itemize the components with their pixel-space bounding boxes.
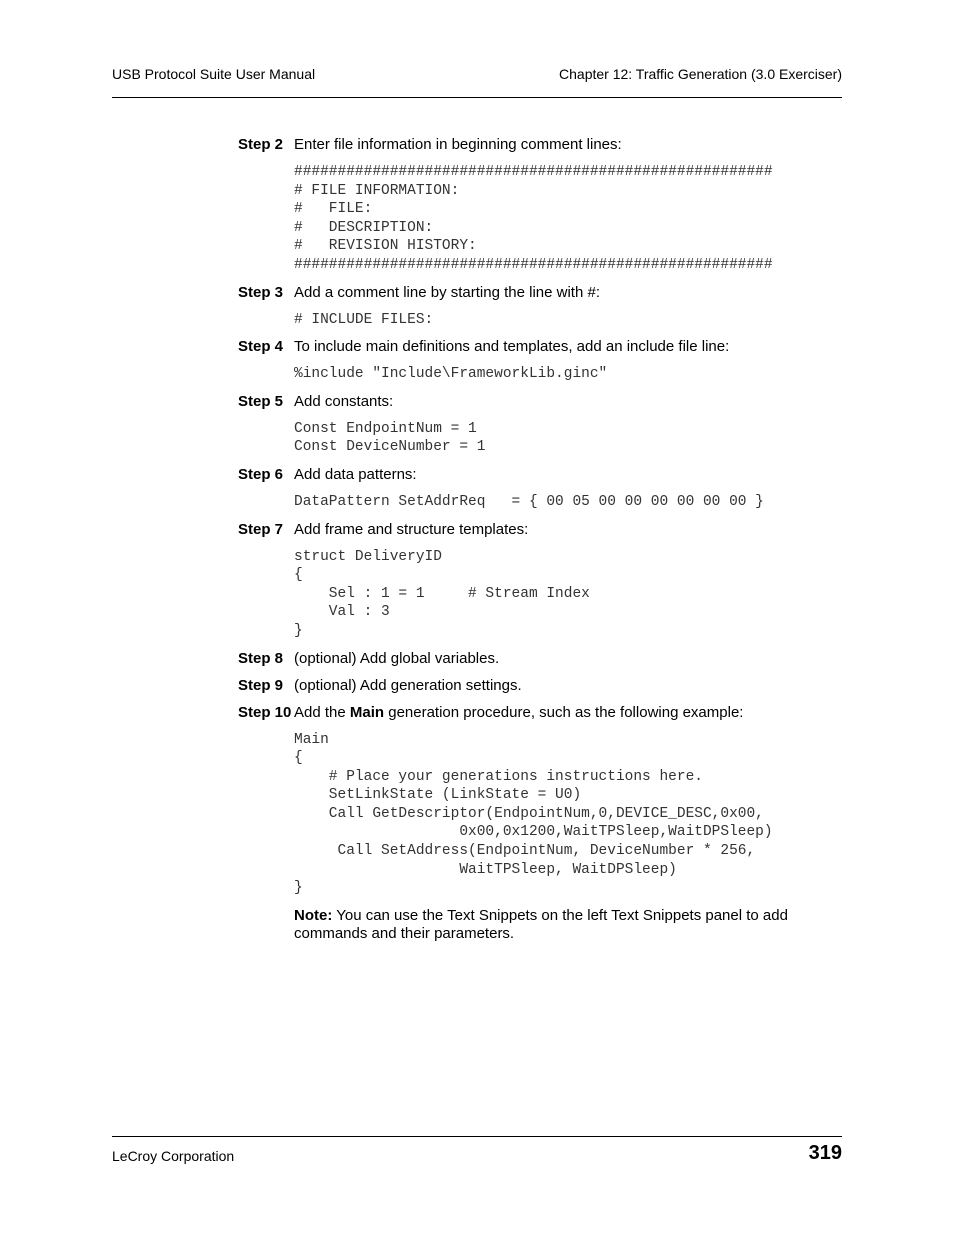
- step-text-after: generation procedure, such as the following example:: [384, 703, 744, 721]
- step-label: Step 9: [238, 676, 284, 694]
- step-text: To include main definitions and templates, add an include file line:: [294, 338, 730, 356]
- step-label: Step 5: [238, 392, 284, 410]
- footer-company: LeCroy Corporation: [112, 1148, 235, 1164]
- step-text: Add constants:: [294, 392, 394, 410]
- code-block-file-info: ####################################################### # FILE INFORMATION: # FILE: # DESCRIPTION: # REVISION HISTORY: #######################################################: [294, 164, 773, 273]
- step-8: [238, 650, 842, 668]
- note-paragraph: [294, 907, 824, 943]
- step-text-bold-main: Main: [349, 703, 385, 721]
- step-2: [238, 136, 842, 154]
- step-7: [238, 521, 842, 539]
- code-block-include: %include "Include\FrameworkLib.ginc": [294, 366, 608, 383]
- step-label: Step 6: [238, 465, 284, 483]
- step-6: [238, 466, 842, 484]
- page-content: [238, 136, 842, 943]
- code-block-data-patterns: DataPattern SetAddrReq = { 00 05 00 00 00 00 00 00 }: [294, 493, 764, 510]
- footer-rule: [112, 1136, 842, 1137]
- page-number: 319: [808, 1142, 842, 1164]
- step-4: [238, 338, 842, 356]
- note-text: You can use the Text Snippets on the left Text Snippets panel to add commands and their parameters.: [294, 906, 788, 942]
- step-10: [238, 704, 842, 722]
- step-label: Step 4: [238, 338, 284, 356]
- running-header-chapter: Chapter 12: Traffic Generation (3.0 Exerciser): [559, 66, 842, 82]
- step-text: [294, 704, 842, 722]
- step-label: Step 7: [238, 520, 284, 538]
- step-5: [238, 393, 842, 411]
- step-9: [238, 677, 842, 695]
- step-text: Add a comment line by starting the line with #:: [294, 283, 600, 301]
- step-label: Step 8: [238, 649, 284, 667]
- step-text-before: Add the: [294, 703, 350, 721]
- step-text: (optional) Add global variables.: [294, 649, 500, 667]
- step-text: Add frame and structure templates:: [294, 520, 529, 538]
- step-label: Step 10: [238, 703, 292, 721]
- step-text: Enter file information in beginning comment lines:: [294, 136, 622, 153]
- code-block-struct: struct DeliveryID { Sel : 1 = 1 # Stream Index Val : 3 }: [294, 548, 590, 639]
- step-text: Add data patterns:: [294, 465, 417, 483]
- code-block-main: Main { # Place your generations instructions here. SetLinkState (LinkState = U0) Call GetDescriptor(EndpointNum,0,DEVICE_DESC,0x00, 0x00,0x1200,WaitTPSleep,WaitDPSleep) Call SetAddress(EndpointNum, DeviceNumber * 256, WaitTPSleep, WaitDPSleep) }: [294, 731, 773, 897]
- header-rule: [112, 97, 842, 98]
- step-label: Step 3: [238, 283, 284, 301]
- step-label: Step 2: [238, 136, 284, 153]
- step-3: [238, 284, 842, 302]
- code-block-comment: # INCLUDE FILES:: [294, 311, 434, 328]
- running-header-title: USB Protocol Suite User Manual: [112, 66, 316, 82]
- code-block-constants: Const EndpointNum = 1 Const DeviceNumber = 1: [294, 420, 486, 456]
- step-text: (optional) Add generation settings.: [294, 676, 522, 694]
- note-label: Note:: [294, 906, 333, 924]
